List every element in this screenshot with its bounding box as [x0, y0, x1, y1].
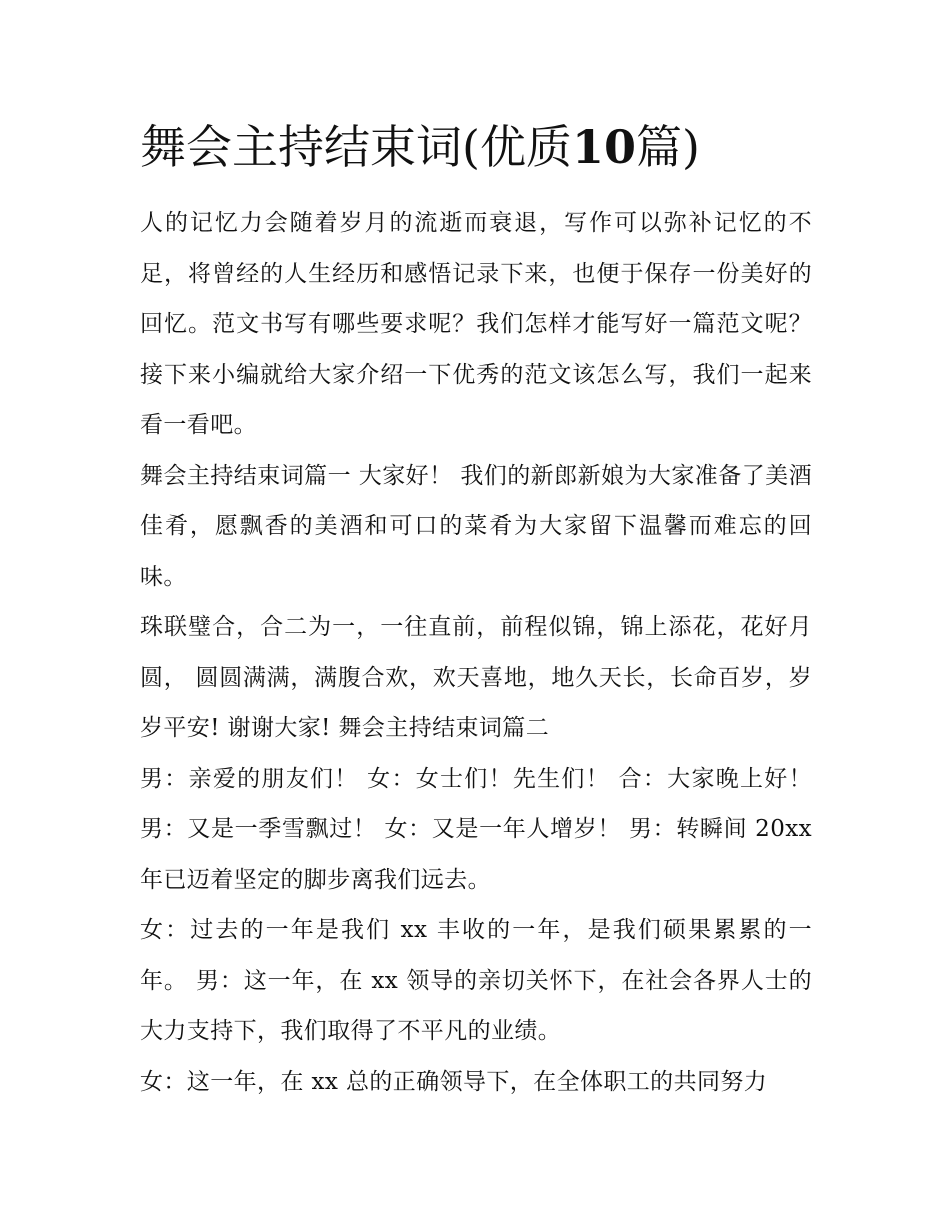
- paragraph-3: 男：亲爱的朋友们！ 女：女士们！先生们！ 合：大家晚上好！ 男：又是一季雪飘过！ 女：又是一年人增岁！ 男：转瞬间 20xx 年已迈着坚定的脚步离我们远去。: [140, 765, 812, 893]
- paragraph-2: 珠联璧合，合二为一，一往直前，前程似锦，锦上添花，花好月圆， 圆圆满满，满腹合欢，欢天喜地，地久天长，长命百岁，岁岁平安! 谢谢大家! 舞会主持结束词篇二: [140, 614, 812, 741]
- paragraph-4: 女：过去的一年是我们 xx 丰收的一年，是我们硕果累累的一年。 男：这一年，在 xx 领导的亲切关怀下，在社会各界人士的大力支持下，我们取得了不平凡的业绩。: [140, 917, 812, 1044]
- title-suffix: 篇): [635, 120, 700, 174]
- document-body: [140, 198, 812, 1107]
- paragraph-5: 女：这一年，在 xx 总的正确领导下，在全体职工的共同努力: [140, 1068, 768, 1095]
- paragraph-1: 舞会主持结束词篇一 大家好！ 我们的新郎新娘为大家准备了美酒佳肴，愿飘香的美酒和可口的菜肴为大家留下温馨而难忘的回味。: [140, 462, 812, 590]
- paragraph-intro: 人的记忆力会随着岁月的流逝而衰退，写作可以弥补记忆的不足，将曾经的人生经历和感悟记录下来，也便于保存一份美好的回忆。范文书写有哪些要求呢？我们怎样才能写好一篇范文呢？接下来小编就给大家介绍一下优秀的范文该怎么写，我们一起来看一看吧。: [140, 210, 812, 438]
- title-number: 10: [571, 120, 636, 174]
- document-title: [140, 112, 840, 182]
- title-prefix: 舞会主持结束词(优质: [140, 120, 572, 174]
